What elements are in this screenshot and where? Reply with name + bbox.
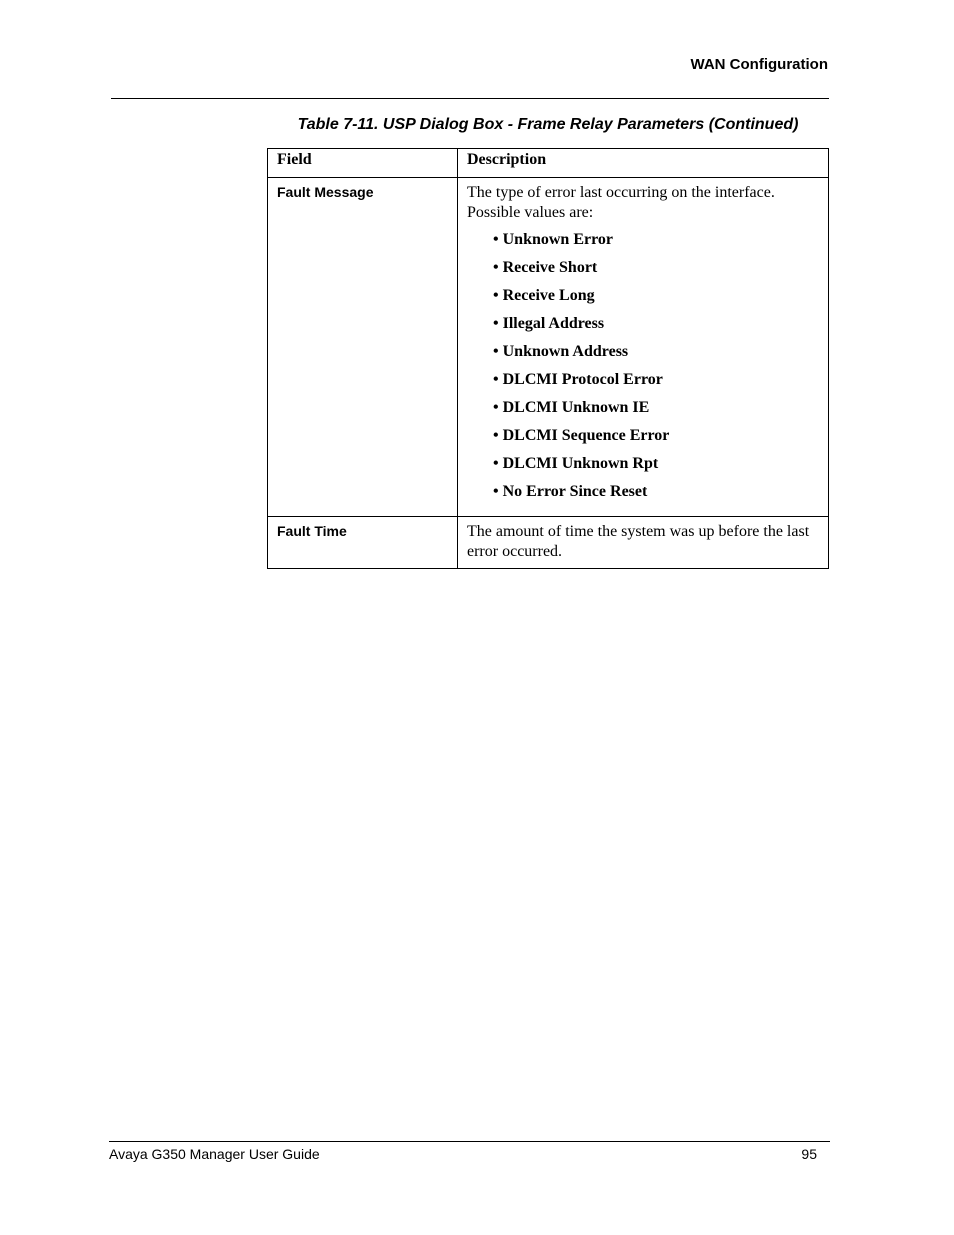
- list-item: • DLCMI Sequence Error: [493, 426, 819, 454]
- list-item: • DLCMI Unknown IE: [493, 398, 819, 426]
- possible-values-list: [493, 230, 819, 510]
- field-description: [458, 178, 829, 517]
- list-item: • Unknown Error: [493, 230, 819, 258]
- list-item: • Receive Long: [493, 286, 819, 314]
- table-row: [268, 517, 829, 569]
- field-name: Fault Message: [268, 178, 458, 517]
- list-item: • No Error Since Reset: [493, 482, 819, 510]
- field-name: Fault Time: [268, 517, 458, 569]
- table-row: [268, 178, 829, 517]
- list-item: • Illegal Address: [493, 314, 819, 342]
- parameters-table: [267, 148, 829, 569]
- table-header-row: [268, 149, 829, 178]
- column-header-field: Field: [268, 149, 458, 178]
- running-header: WAN Configuration: [690, 56, 828, 73]
- field-description: The amount of time the system was up before the last error occurred.: [458, 517, 829, 569]
- footer-rule: [109, 1141, 830, 1142]
- list-item: • DLCMI Unknown Rpt: [493, 454, 819, 482]
- list-item: • Receive Short: [493, 258, 819, 286]
- table-caption: Table 7-11. USP Dialog Box - Frame Relay Parameters (Continued): [297, 116, 799, 133]
- description-text: The type of error last occurring on the interface. Possible values are:: [467, 184, 775, 221]
- column-header-description: Description: [458, 149, 829, 178]
- list-item: • Unknown Address: [493, 342, 819, 370]
- footer-guide-title: Avaya G350 Manager User Guide: [109, 1146, 320, 1162]
- header-rule: [111, 98, 829, 99]
- page-number: 95: [801, 1146, 817, 1162]
- list-item: • DLCMI Protocol Error: [493, 370, 819, 398]
